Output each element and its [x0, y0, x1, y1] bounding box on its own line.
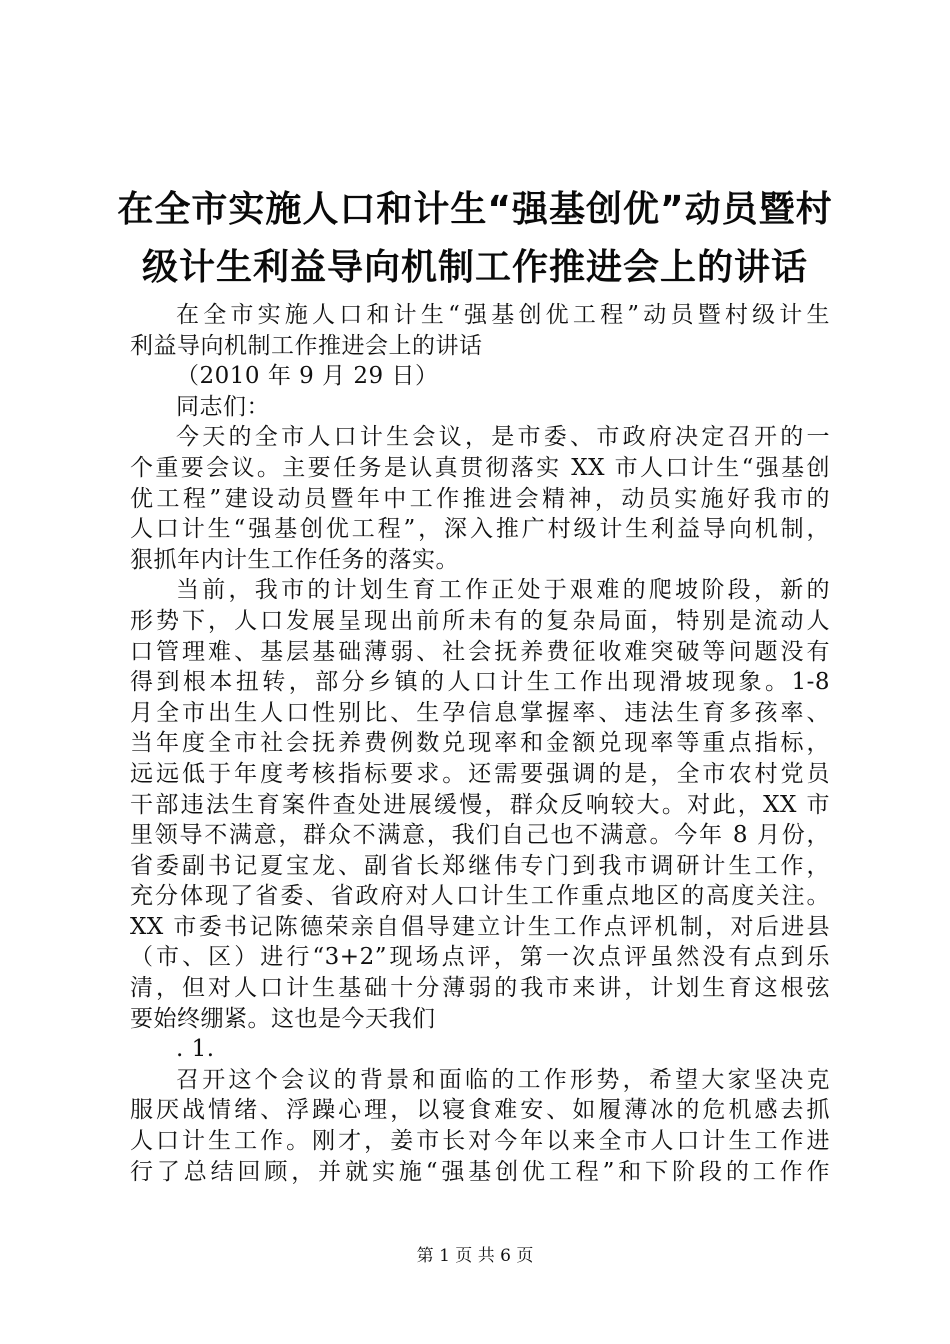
body-line-page-marker: . 1.: [176, 1036, 215, 1063]
body-line: 今天的全市人口计生会议，是市委、市政府决定召开的一: [176, 424, 830, 451]
body-line: 月全市出生人口性别比、生孕信息掌握率、违法生育多孩率、: [130, 699, 830, 726]
body-line: 利益导向机制工作推进会上的讲话: [130, 332, 483, 359]
body-line: 清，但对人口计生基础十分薄弱的我市来讲，计划生育这根弦: [130, 975, 830, 1002]
body-line: 服厌战情绪、浮躁心理，以寝食难安、如履薄冰的危机感去抓: [130, 1097, 830, 1124]
body-line: 要始终绷紧。这也是今天我们: [130, 1005, 436, 1032]
body-line: 充分体现了省委、省政府对人口计生工作重点地区的高度关注。: [130, 883, 830, 910]
body-line: 当年度全市社会抚养费例数兑现率和金额兑现率等重点指标，: [130, 730, 830, 757]
body-line: 在全市实施人口和计生“强基创优工程”动员暨村级计生: [176, 302, 830, 328]
body-line: 行了总结回顾，并就实施“强基创优工程”和下阶段的工作作: [130, 1158, 830, 1185]
body-line: 人口计生工作。刚才，姜市长对今年以来全市人口计生工作进: [130, 1128, 830, 1155]
body-line: 省委副书记夏宝龙、副省长郑继伟专门到我市调研计生工作，: [130, 852, 830, 879]
page-footer: 第 1 页 共 6 页: [416, 1246, 534, 1266]
body-line: 形势下，人口发展呈现出前所未有的复杂局面，特别是流动人: [130, 607, 830, 634]
body-line-salutation: 同志们：: [176, 393, 270, 420]
body-line: XX 市委书记陈德荣亲自倡导建立计生工作点评机制，对后进县: [130, 913, 830, 940]
body-line: 得到根本扭转，部分乡镇的人口计生工作出现滑坡现象。1-8: [130, 669, 830, 696]
body-line: 干部违法生育案件查处进展缓慢，群众反响较大。对此，XX 市: [130, 791, 830, 818]
body-line: 个重要会议。主要任务是认真贯彻落实 XX 市人口计生“强基创: [130, 454, 830, 481]
document-title-line-2: 级计生利益导向机制工作推进会上的讲话: [141, 247, 808, 288]
body-line: 远远低于年度考核指标要求。还需要强调的是，全市农村党员: [130, 760, 830, 787]
body-line: 召开这个会议的背景和面临的工作形势，希望大家坚决克: [176, 1066, 830, 1093]
body-line: 口管理难、基层基础薄弱、社会抚养费征收难突破等问题没有: [130, 638, 830, 665]
document-title-line-1: 在全市实施人口和计生“强基创优”动员暨村: [117, 189, 833, 230]
document-body: [130, 300, 830, 1187]
body-line: 人口计生“强基创优工程”，深入推广村级计生利益导向机制，: [130, 516, 830, 543]
body-line: 当前，我市的计划生育工作正处于艰难的爬坡阶段，新的: [176, 577, 830, 604]
body-line-date: （2010 年 9 月 29 日）: [176, 363, 439, 390]
body-line: 优工程”建设动员暨年中工作推进会精神，动员实施好我市的: [130, 485, 830, 512]
body-line: 里领导不满意，群众不满意，我们自己也不满意。今年 8 月份，: [130, 822, 830, 849]
body-line: （市、区）进行“3+2”现场点评，第一次点评虽然没有点到乐: [130, 944, 830, 971]
body-line: 狠抓年内计生工作任务的落实。: [130, 546, 459, 573]
